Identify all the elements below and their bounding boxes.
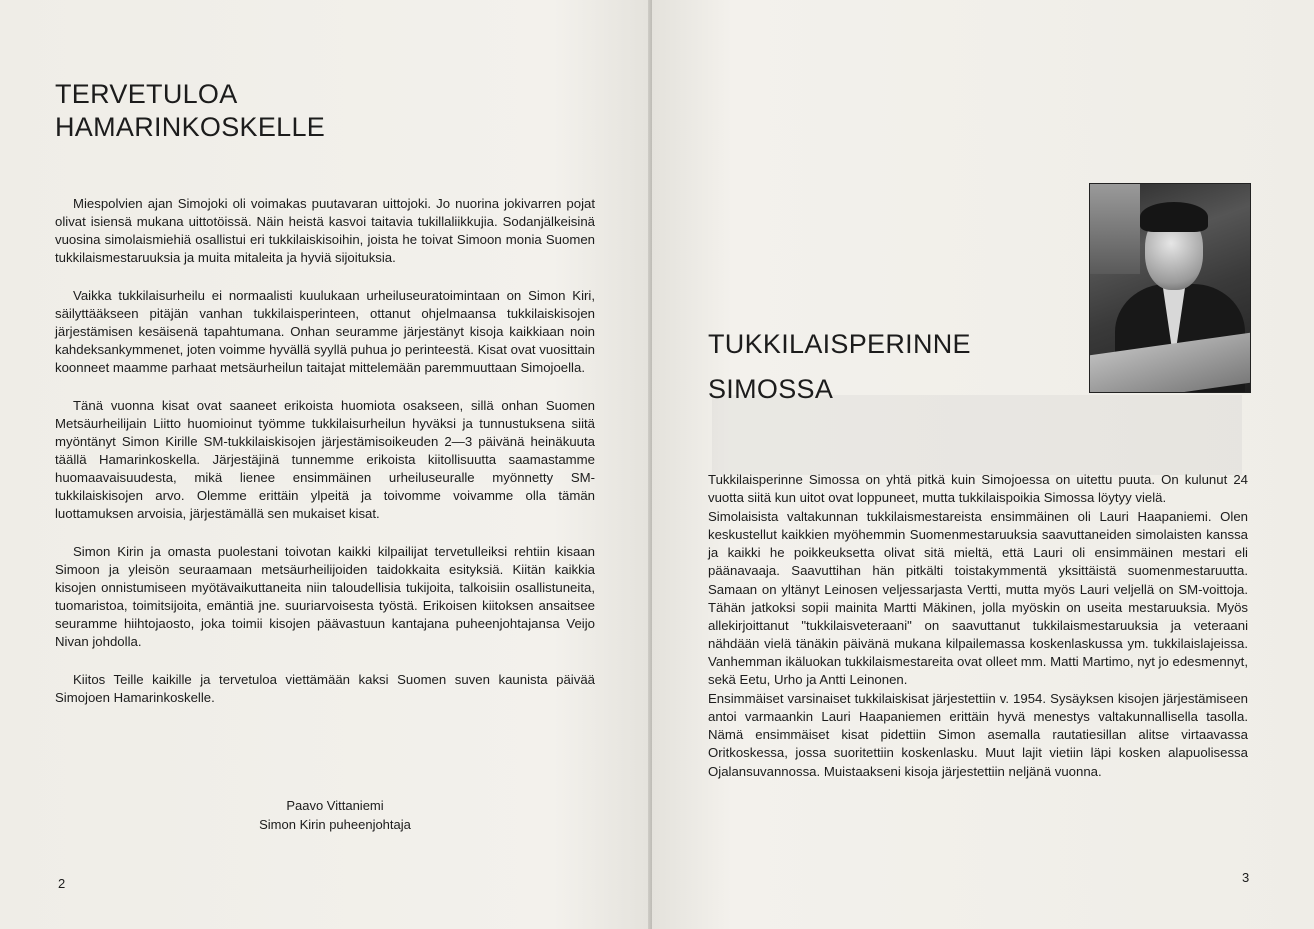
signature-name: Paavo Vittaniemi (286, 798, 384, 813)
right-body-text (708, 471, 1248, 782)
left-page-title (55, 78, 325, 144)
signature-block (225, 796, 445, 834)
left-paragraph-1: Miespolvien ajan Simojoki oli voimakas puutavaran uittojoki. Jo nuorina jokivarren pojat olivat isiensä mukana uittotöissä. Näin heistä kasvoi taitavia tukillaliikkujia. Sodanjälkeisinä vuosina simolaismiehiä osallistui eri tukkilaiskisoihin, joista he toivat Simoon monia Suomen tukkilaismestaruuksia ja muita mitaleita ja hyviä sijoituksia. (55, 196, 595, 265)
left-title-line-2: HAMARINKOSKELLE (55, 112, 326, 142)
left-title-line-1: TERVETULOA (55, 79, 238, 109)
portrait-photo (1089, 183, 1251, 393)
right-title-line-1: TUKKILAISPERINNE (708, 329, 971, 359)
left-paragraph-5: Kiitos Teille kaikille ja tervetuloa viettämään kaksi Suomen suven kaunista päivää Simojoen Hamarinkoskelle. (55, 672, 595, 705)
left-page (0, 0, 652, 929)
right-paragraph-3: Ensimmäiset varsinaiset tukkilaiskisat järjestettiin v. 1954. Sysäyksen kisojen järjestämiseen antoi varmaankin Lauri Haapaniemen erittäin hyvä menestys valtakunnallisella tasolla. Nämä ensimmäiset kisat pidettiin Simon asemalla rautatiesillan alitse virtaavassa Oritkoskessa, jossa suoritettiin koskenlasku. Muut lajit vietiin läpi kosken alapuolisessa Ojalansuvannossa. Muistaakseni kisoja järjestettiin neljänä vuonna. (708, 691, 1248, 779)
right-page-title (708, 322, 971, 412)
left-paragraph-3: Tänä vuonna kisat ovat saaneet erikoista huomiota osakseen, sillä onhan Suomen Metsäurheilijain Liitto huomioinut työmme tukkilaisurheilun hyväksi ja tunnustuksena siitä myöntänyt Simon Kirille SM-tukkilaiskisojen järjestämisoikeuden 2—3 päivänä heinäkuuta täällä Hamarinkoskella. Järjestäjinä tunnemme erikoista kiitollisuutta saamastamme huomaavaisuudesta, mikä lienee ensimmäinen urheiluseuralle myönnetty SM-tukkilaiskisojen arvo. Olemme erittäin ylpeitä ja toivomme voivamme olla tämän luottamuksen arvoisia, järjestämällä sen mukaiset kisat. (55, 398, 595, 521)
page-number-right: 3 (1242, 870, 1250, 885)
right-paragraph-1: Tukkilaisperinne Simossa on yhtä pitkä kuin Simojoessa on uitettu puuta. On kulunut 24 vuotta siitä kun uitot ovat loppuneet, mutta tukkilaispoikia Simossa löytyy vielä. (708, 472, 1248, 506)
left-paragraph-4: Simon Kirin ja omasta puolestani toivotan kaikki kilpailijat tervetulleiksi rehtiin kisaan Simoon ja yleisön seuraamaan metsäurheilijoiden taidokkaita esityksiä. Kiitän kaikkia kisojen onnistumiseen myötävaikuttaneita niin taloudellisia tukijoita, talkoisiin osallistuneita, tuomaristoa, toimitsijoita, emäntiä jne. suuriarvoisesta työstä. Erikoisen kiitoksen ansaitsee seuramme hiihtojaosto, joka toimii kisojen päävastuun kantajana puheenjohtajansa Veijo Nivan johdolla. (55, 544, 595, 649)
signature-role: Simon Kirin puheenjohtaja (259, 817, 411, 832)
left-body-text (55, 195, 595, 727)
right-page (652, 0, 1314, 929)
right-paragraph-2: Simolaisista valtakunnan tukkilaismestareista ensimmäinen oli Lauri Haapaniemi. Olen keskustellut kaikkien myöhemmin Suomenmestaruuksia saavuttaneiden simolaisten kanssa ja kaikki he poikkeuksetta olivat sitä mieltä, että Lauri oli ensimmäinen mestari eli päänavaaja. Saavuttihan hän pitkälti toistakymmentä yksittäistä suomenmestaruutta. Samaan on yltänyt Leinosen veljessarjasta Vertti, mutta myös Lauri veljellä on SM-voittoja. Tähän jatkoksi sopii mainita Martti Mäkinen, jolla myöskin on useita mestaruuksia. Myös allekirjoittanut "tukkilaisveteraani" on saavuttanut tukkilaismestaruuksia ja veteraani nähdään vielä tänäkin päivänä mukana kilpailemassa koskenlaskussa ym. tukkilaislajeissa. Vanhemman ikäluokan tukkilaismestareita ovat olleet mm. Matti Martimo, nyt jo edesmennyt, sekä Eetu, Urho ja Antti Leinonen. (708, 509, 1248, 688)
right-title-line-2: SIMOSSA (708, 374, 834, 404)
page-number-left: 2 (58, 876, 66, 891)
left-paragraph-2: Vaikka tukkilaisurheilu ei normaalisti kuulukaan urheiluseuratoimintaan on Simon Kiri, säilyttääkseen pitäjän vanhan tukkilaisperinteen, ottanut ohjelmaansa tukkilaiskisojen järjestämisen kesäisenä tapahtumana. Onhan seuramme järjestänyt kisoja kaikkiaan noin kahdeksankymmenet, joten voimme hyvällä syyllä puhua jo perinteestä. Kisat ovat vuosittain koonneet maamme parhaat metsäurheilun taitajat mittelemään paremmuuttaan Simojoella. (55, 288, 595, 375)
